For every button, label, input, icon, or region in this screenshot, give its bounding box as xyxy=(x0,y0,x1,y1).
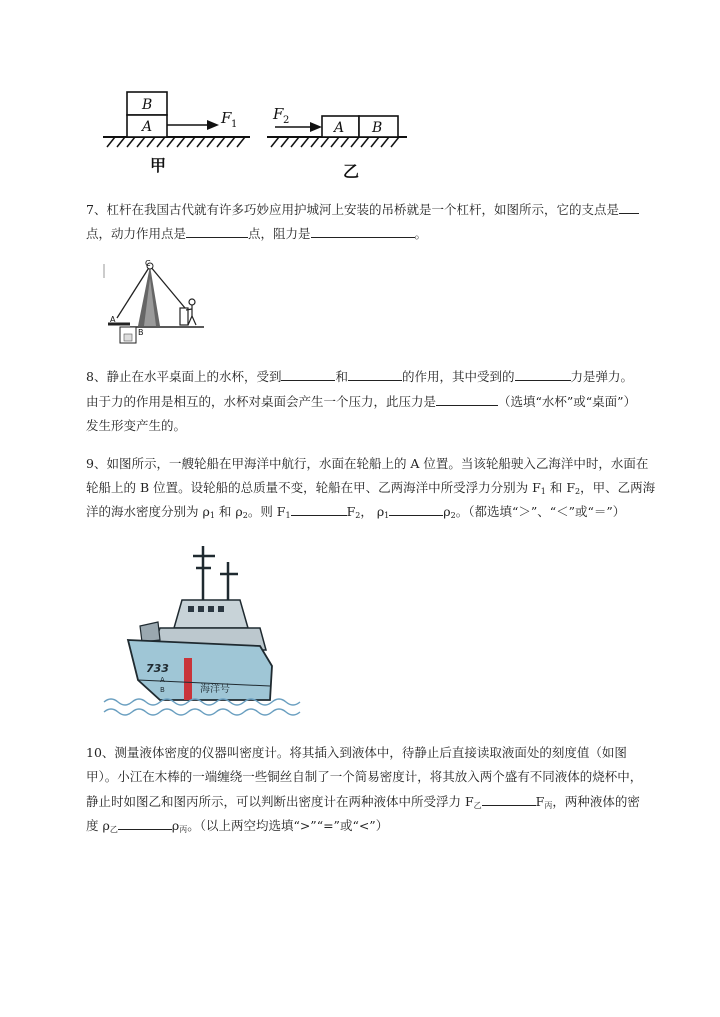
q10-sub-rho-yi: 乙 xyxy=(109,825,118,834)
q8-l1d-text: 力是弹力。 xyxy=(570,369,634,384)
q7-blank-resistance[interactable] xyxy=(311,223,415,238)
q9-sub-f2b: 2 xyxy=(355,511,361,520)
q9-sub-rho1: 1 xyxy=(209,511,215,520)
q10-l3b-text: F xyxy=(535,794,545,809)
q9-sub-f2: 2 xyxy=(575,487,581,496)
ship-figure xyxy=(100,540,310,720)
q10-blank-density-compare[interactable] xyxy=(118,815,172,830)
drawbridge-label-a: A xyxy=(110,315,116,324)
drawbridge-label-b: B xyxy=(138,328,144,337)
ship-waves xyxy=(104,699,300,715)
question-9-line-1 xyxy=(86,452,686,476)
label-yi: 乙 xyxy=(343,162,360,181)
question-10-line-4 xyxy=(86,814,686,842)
q9-line1-text: 9、如图所示，一艘轮船在甲海洋中航行，水面在轮船上的 A 位置。当该轮船驶入乙海洋中时，水面在 xyxy=(86,456,649,471)
q8-blank-elastic[interactable] xyxy=(515,366,571,381)
force-f2-label: F xyxy=(273,105,284,123)
q9-blank-density-compare[interactable] xyxy=(389,501,443,516)
force-f2-sub: 2 xyxy=(283,115,290,126)
q7-blank-fulcrum[interactable] xyxy=(619,199,639,214)
question-10-line-2 xyxy=(86,765,686,789)
question-7-line-2 xyxy=(86,222,686,246)
q10-l3a-text: 静止时如图乙和图丙所示，可以判断出密度计在两种液体中所受浮力 F xyxy=(86,794,474,809)
q9-l3e-text: ， ρ xyxy=(360,504,385,519)
question-9-line-3 xyxy=(86,500,686,528)
ship-stripe xyxy=(184,658,192,700)
q9-l3d-text: F xyxy=(346,504,356,519)
q9-sub-rho2: 2 xyxy=(242,511,248,520)
q10-line1-text: 10、测量液体密度的仪器叫密度计。将其插入到液体中，待静止后直接读取液面处的刻度值（如图 xyxy=(86,745,627,760)
q7-line2a-text: 点，动力作用点是 xyxy=(86,226,187,241)
q7-line2b-text: 点，阻力是 xyxy=(248,226,311,241)
force-arrow-f1 xyxy=(167,120,219,130)
block-b-label-yi: B xyxy=(372,120,383,136)
winch-person xyxy=(180,299,196,325)
q9-l2b-text: 和 F xyxy=(545,480,575,495)
q9-sub-rho2b: 2 xyxy=(450,511,456,520)
q10-blank-force-compare[interactable] xyxy=(482,791,536,806)
force-f1-label: F xyxy=(221,109,232,127)
block-a-label-yi: A xyxy=(334,120,345,136)
q8-l1b-text: 和 xyxy=(335,369,348,384)
q8-blank-force-1[interactable] xyxy=(281,366,335,381)
q9-l3b-text: 和 ρ xyxy=(214,504,243,519)
q10-l3c-text: ，两种液体的密 xyxy=(552,794,640,809)
q9-sub-f1b: 1 xyxy=(285,511,291,520)
q10-line2-text: 甲）。小江在木棒的一端缠绕一些铜丝自制了一个简易密度计，将其放入两个盛有不同液体的烧杯中， xyxy=(86,769,643,784)
q8-blank-pressure-source[interactable] xyxy=(436,391,498,406)
drawbridge-label-c: C xyxy=(145,259,151,268)
q9-l3a-text: 洋的海水密度分别为 ρ xyxy=(86,504,210,519)
q7-blank-effort-point[interactable] xyxy=(186,223,248,238)
q10-l4a-text: 度 ρ xyxy=(86,818,110,833)
q9-l3g-text: 。（都选填“＞”、“＜”或“＝”） xyxy=(455,504,626,519)
q8-l1c-text: 的作用，其中受到的 xyxy=(401,369,515,384)
question-7-line-1 xyxy=(86,198,686,222)
question-8-line-1 xyxy=(86,365,686,389)
q10-l4b-text: ρ xyxy=(171,818,180,833)
q8-l2b-text: （选填“水杯”或“桌面”） xyxy=(498,394,637,409)
force-f1-sub: 1 xyxy=(231,119,238,130)
ship-superstructure xyxy=(174,600,248,628)
q10-sub-yi: 乙 xyxy=(473,801,482,810)
q9-sub-f1: 1 xyxy=(540,487,546,496)
q9-l2a-text: 轮船上的 B 位置。设轮船的总质量不变，轮船在甲、乙两海洋中所受浮力分别为 F xyxy=(86,480,541,495)
q10-sub-bing: 丙 xyxy=(544,801,553,810)
q10-sub-rho-bing: 丙 xyxy=(179,825,188,834)
ship-number: 733 xyxy=(146,662,169,675)
q7-line1-text: 7、杠杆在我国古代就有许多巧妙应用护城河上安装的吊桥就是一个杠杆，如图所示，它的支点是 xyxy=(86,202,619,217)
q9-l3c-text: 。则 F xyxy=(247,504,286,519)
question-8-line-2 xyxy=(86,390,686,414)
friction-figure xyxy=(95,85,425,185)
q8-l3-text: 发生形变产生的。 xyxy=(86,418,187,433)
ship-mast xyxy=(193,546,238,600)
block-a-label-jia: A xyxy=(142,119,153,135)
q9-l3f-text: ρ xyxy=(443,504,451,519)
ship-name: 海洋号 xyxy=(200,684,230,695)
q10-l4c-text: 。（以上两空均选填“>”“=”或“<”） xyxy=(187,818,389,833)
q8-blank-force-2[interactable] xyxy=(348,366,402,381)
q8-l1a-text: 8、静止在水平桌面上的水杯，受到 xyxy=(86,369,282,384)
ship-mark-a: A xyxy=(160,676,165,684)
block-b-label-jia: B xyxy=(142,97,153,113)
q7-line2c-text: 。 xyxy=(414,226,428,241)
question-8-line-3 xyxy=(86,414,686,438)
q8-l2a-text: 由于力的作用是相互的，水杯对桌面会产生一个压力，此压力是 xyxy=(86,394,437,409)
question-10-line-1 xyxy=(86,741,686,765)
q9-blank-force-compare[interactable] xyxy=(291,501,347,516)
label-jia: 甲 xyxy=(150,156,167,175)
ship-mark-b: B xyxy=(160,686,165,694)
q9-sub-rho1b: 1 xyxy=(384,511,390,520)
drawbridge-figure xyxy=(100,258,210,350)
q9-l2c-text: ，甲、乙两海 xyxy=(580,480,656,495)
